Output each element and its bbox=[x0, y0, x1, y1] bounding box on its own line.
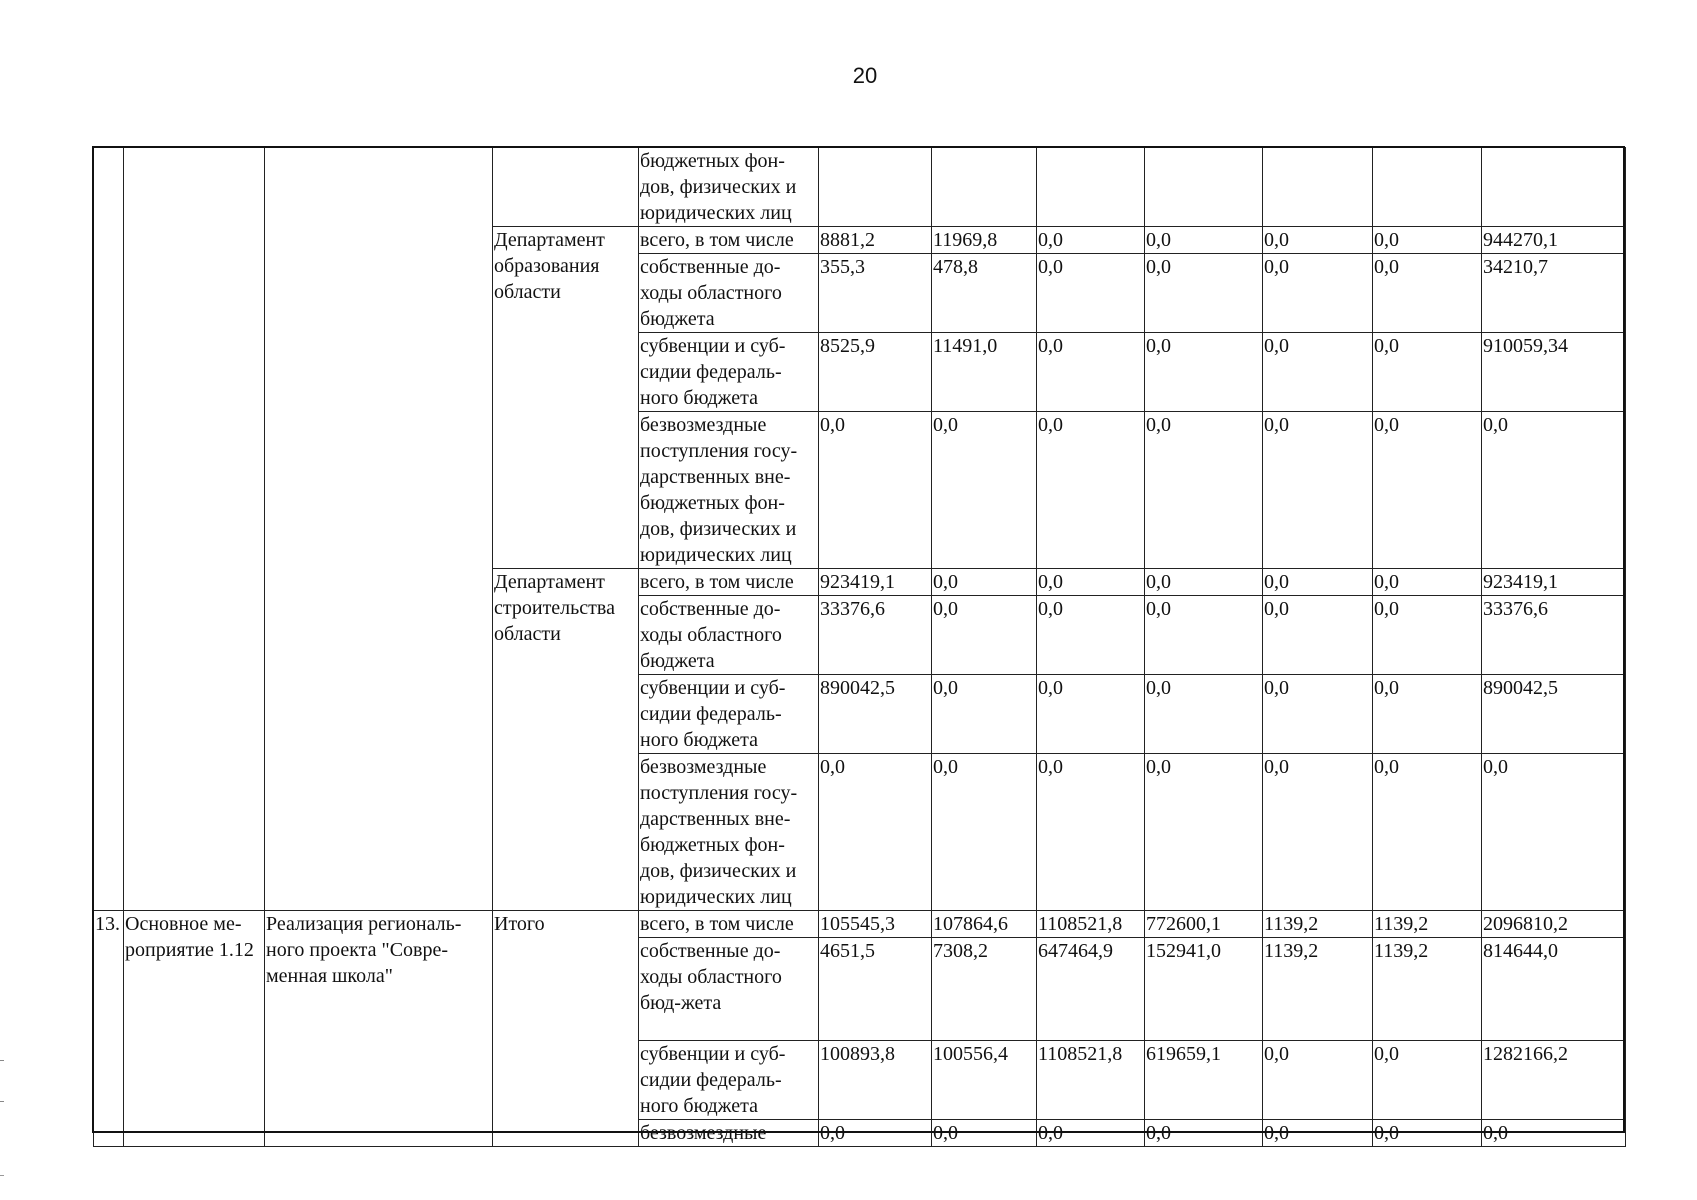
cell-value: 0,0 bbox=[1145, 754, 1263, 911]
cell-value: 0,0 bbox=[819, 412, 932, 569]
cell-value: 0,0 bbox=[1145, 1120, 1263, 1147]
cell-value: 0,0 bbox=[1263, 412, 1373, 569]
cell-value: 0,0 bbox=[1145, 569, 1263, 596]
cell-value: 0,0 bbox=[1145, 254, 1263, 333]
cell-value: 107864,6 bbox=[932, 911, 1037, 938]
cell-value: 100556,4 bbox=[932, 1041, 1037, 1120]
cell-value: 0,0 bbox=[1037, 333, 1145, 412]
cell-num-empty bbox=[94, 148, 124, 911]
cell-value: 0,0 bbox=[1482, 412, 1626, 569]
cell-org: Департамент строительства области bbox=[493, 569, 639, 911]
cell-value: 0,0 bbox=[1263, 254, 1373, 333]
cell-value: 0,0 bbox=[1145, 675, 1263, 754]
cell-value: 772600,1 bbox=[1145, 911, 1263, 938]
cell-value: 0,0 bbox=[1145, 412, 1263, 569]
cell-value: 105545,3 bbox=[819, 911, 932, 938]
cell-value: 0,0 bbox=[1145, 227, 1263, 254]
cell-source: субвенции и суб-сидии федераль-ного бюджета bbox=[639, 675, 819, 754]
cell-value: 910059,34 bbox=[1482, 333, 1626, 412]
cell-value: 0,0 bbox=[1263, 227, 1373, 254]
cell-value: 0,0 bbox=[1145, 596, 1263, 675]
cell-value: 1139,2 bbox=[1373, 911, 1482, 938]
cell-source: безвозмездные поступления госу-дарственных вне-бюджетных фон-дов, физических и юридических лиц bbox=[639, 754, 819, 911]
cell-value: 152941,0 bbox=[1145, 938, 1263, 1041]
cell-value: 0,0 bbox=[932, 569, 1037, 596]
cell-title-empty bbox=[265, 148, 493, 911]
cell-source: всего, в том числе bbox=[639, 227, 819, 254]
cell-num: 13. bbox=[94, 911, 124, 1147]
cell-value: 0,0 bbox=[1373, 569, 1482, 596]
cell-value: 923419,1 bbox=[819, 569, 932, 596]
cell-value: 100893,8 bbox=[819, 1041, 932, 1120]
cell-value: 33376,6 bbox=[1482, 596, 1626, 675]
cell-source: всего, в том числе bbox=[639, 911, 819, 938]
table-row bbox=[94, 148, 1626, 227]
cell-source: субвенции и суб-сидии федераль-ного бюджета bbox=[639, 333, 819, 412]
cell-value: 0,0 bbox=[1037, 754, 1145, 911]
cell-source: собственные до-ходы областного бюджета bbox=[639, 254, 819, 333]
cell-value: 0,0 bbox=[1263, 1120, 1373, 1147]
cell-value: 0,0 bbox=[1037, 596, 1145, 675]
scan-edge-marks bbox=[0, 1060, 4, 1102]
cell-value: 11491,0 bbox=[932, 333, 1037, 412]
cell-value: 0,0 bbox=[1373, 254, 1482, 333]
cell-value: 34210,7 bbox=[1482, 254, 1626, 333]
cell-value: 0,0 bbox=[1037, 569, 1145, 596]
cell-org: Департамент образования области bbox=[493, 227, 639, 569]
scan-edge-mark bbox=[0, 1175, 4, 1176]
cell-value: 0,0 bbox=[1037, 254, 1145, 333]
cell-value: 0,0 bbox=[1373, 754, 1482, 911]
cell-value: 11969,8 bbox=[932, 227, 1037, 254]
cell-value: 0,0 bbox=[1263, 569, 1373, 596]
cell-value: 0,0 bbox=[1037, 675, 1145, 754]
cell-value: 8525,9 bbox=[819, 333, 932, 412]
cell-value: 0,0 bbox=[1263, 596, 1373, 675]
cell-value: 814644,0 bbox=[1482, 938, 1626, 1041]
cell-value: 619659,1 bbox=[1145, 1041, 1263, 1120]
cell-value: 923419,1 bbox=[1482, 569, 1626, 596]
cell-source: собственные до-ходы областного бюд-жета bbox=[639, 938, 819, 1041]
cell-value: 0,0 bbox=[1263, 333, 1373, 412]
cell-name: Основное ме-роприятие 1.12 bbox=[124, 911, 265, 1147]
cell-source: субвенции и суб-сидии федераль-ного бюджета bbox=[639, 1041, 819, 1120]
cell-name-empty bbox=[124, 148, 265, 911]
cell-value: 0,0 bbox=[1037, 412, 1145, 569]
cell-value: 0,0 bbox=[1373, 412, 1482, 569]
cell-value: 0,0 bbox=[932, 754, 1037, 911]
cell-value: 0,0 bbox=[1373, 333, 1482, 412]
cell-value: 1108521,8 bbox=[1037, 1041, 1145, 1120]
cell-value: 0,0 bbox=[819, 754, 932, 911]
cell-value: 2096810,2 bbox=[1482, 911, 1626, 938]
budget-table bbox=[93, 147, 1626, 1147]
cell-value: 0,0 bbox=[819, 1120, 932, 1147]
cell-value: 1139,2 bbox=[1263, 938, 1373, 1041]
cell-value: 890042,5 bbox=[819, 675, 932, 754]
cell-value: 1108521,8 bbox=[1037, 911, 1145, 938]
cell-source: всего, в том числе bbox=[639, 569, 819, 596]
cell-value: 0,0 bbox=[932, 412, 1037, 569]
cell-value: 7308,2 bbox=[932, 938, 1037, 1041]
cell-value: 0,0 bbox=[1263, 675, 1373, 754]
cell-source: бюджетных фон-дов, физических и юридических лиц bbox=[639, 148, 819, 227]
table-row bbox=[94, 911, 1626, 938]
cell-value: 944270,1 bbox=[1482, 227, 1626, 254]
cell-value: 33376,6 bbox=[819, 596, 932, 675]
cell-value: 0,0 bbox=[1037, 227, 1145, 254]
cell-value: 355,3 bbox=[819, 254, 932, 333]
cell-title: Реализация региональ-ного проекта "Совре-менная школа" bbox=[265, 911, 493, 1147]
cell-value: 0,0 bbox=[1482, 1120, 1626, 1147]
cell-value: 0,0 bbox=[1037, 1120, 1145, 1147]
cell-org-empty bbox=[493, 148, 639, 227]
cell-value: 0,0 bbox=[1373, 675, 1482, 754]
page-number: 20 bbox=[852, 63, 878, 88]
cell-source: безвозмездные поступления госу-дарственных вне-бюджетных фон-дов, физических и юридических лиц bbox=[639, 412, 819, 569]
cell-value: 478,8 bbox=[932, 254, 1037, 333]
cell-value: 0,0 bbox=[1373, 596, 1482, 675]
cell-value: 0,0 bbox=[1263, 754, 1373, 911]
cell-org: Итого bbox=[493, 911, 639, 1147]
cell-value: 8881,2 bbox=[819, 227, 932, 254]
cell-value: 0,0 bbox=[1373, 227, 1482, 254]
cell-value: 647464,9 bbox=[1037, 938, 1145, 1041]
cell-value: 1139,2 bbox=[1373, 938, 1482, 1041]
cell-value: 4651,5 bbox=[819, 938, 932, 1041]
cell-value: 0,0 bbox=[932, 1120, 1037, 1147]
cell-source: безвозмездные bbox=[639, 1120, 819, 1147]
cell-value: 0,0 bbox=[932, 675, 1037, 754]
cell-value: 0,0 bbox=[1482, 754, 1626, 911]
cell-value: 0,0 bbox=[1373, 1120, 1482, 1147]
cell-value: 0,0 bbox=[932, 596, 1037, 675]
cell-value: 0,0 bbox=[1373, 1041, 1482, 1120]
cell-value: 1282166,2 bbox=[1482, 1041, 1626, 1120]
cell-value: 0,0 bbox=[1263, 1041, 1373, 1120]
cell-value: 0,0 bbox=[1145, 333, 1263, 412]
cell-value: 890042,5 bbox=[1482, 675, 1626, 754]
cell-value: 1139,2 bbox=[1263, 911, 1373, 938]
cell-source: собственные до-ходы областного бюджета bbox=[639, 596, 819, 675]
